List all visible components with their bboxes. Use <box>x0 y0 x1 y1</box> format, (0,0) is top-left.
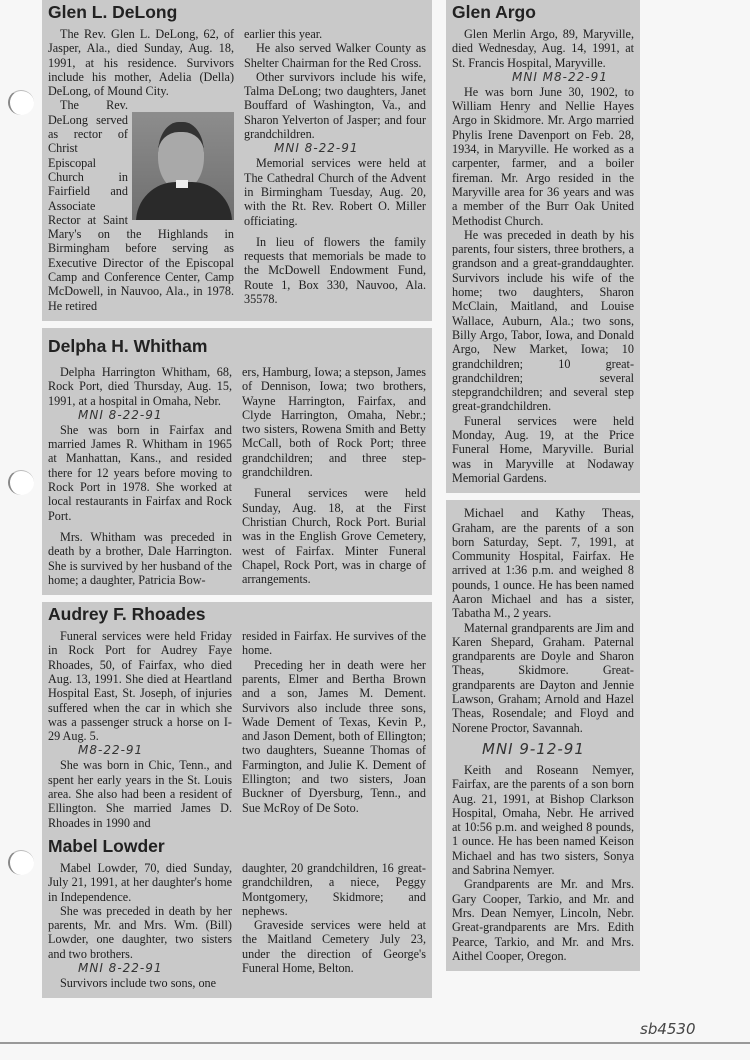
paragraph: She was born in Chic, Tenn., and spent her early years in the St. Louis area. She also had been a resident of Ellington. She married James D. Rhoades in 1990 and <box>48 758 232 830</box>
obituary-title: Glen L. DeLong <box>48 2 178 22</box>
text-column <box>48 365 232 587</box>
clipping-whitham <box>42 328 432 595</box>
paragraph: Keith and Roseann Nemyer, Fairfax, are the parents of a son born Aug. 21, 1991, at Bishop Clarkson Hospital, Omaha, Nebr. He arrived at 10:56 p.m. and weighed 8 pounds, 1 ounce. He has been named Keison Michael and has two sisters, Sonya and Sabrina Nemyer. <box>452 762 634 878</box>
paragraph-text: The Rev. DeLong served as rector of Christ Episcopal Church in Fairfield and Associate Rector at Saint Mary's on the Highlands in Birmingham before serving as Executive Director of the Episcopal Camp and Conference Center, Camp McDowell, in Nauvoo, Ala., in 1978. He retired <box>48 98 234 313</box>
clipping-rhoades-lowder <box>42 602 432 998</box>
paragraph: The Rev. Glen L. DeLong, 62, of Jasper, Ala., died Sunday, Aug. 18, 1991, at his residence. Survivors include his mother, Adelia (Della) DeLong, of Mound City. <box>48 27 234 99</box>
paragraph: He also served Walker County as Shelter Chairman for the Red Cross. <box>244 41 426 70</box>
text-column <box>242 861 426 975</box>
handwritten-note: MNI 9-12-91 <box>482 739 585 758</box>
obituary-title: Glen Argo <box>452 2 536 22</box>
handwritten-note: MNI 8-22-91 <box>78 407 163 422</box>
paragraph: Other survivors include his wife, Talma DeLong; two daughters, Janet Bouffard of Washington, Va., and Sharon Yelverton of Jasper; and four grandchildren. <box>244 69 426 142</box>
paragraph: resided in Fairfax. He survives of the home. <box>242 629 426 658</box>
text-column <box>242 365 426 586</box>
clipping-births <box>446 500 640 971</box>
handwritten-note: MNI 8-22-91 <box>274 141 359 156</box>
text-column <box>452 27 634 485</box>
paragraph: He was preceded in death by his parents, four sisters, three brothers, a grandson and a great-granddaughter. Survivors include his wife of the home; two daughters, Sharon McClain, Maitland, and Louise Wallace, Auburn, Ala.; two sons, Billy Argo, Tabor, Iowa, and Donald Argo, New Market, Iowa; 10 grandchildren; 10 great-grandchildren; several stepgrandchildren; and several step great-grandchildren. <box>452 227 634 414</box>
paragraph: In lieu of flowers the family requests that memorials be made to the McDowell Endowment Fund, Route 1, Box 330, Nauvoo, Ala. 35578. <box>244 234 426 307</box>
page-footer <box>0 1020 750 1060</box>
paragraph: earlier this year. <box>244 27 323 41</box>
punch-hole <box>8 850 34 875</box>
text-column <box>48 629 232 830</box>
left-clipping-stack <box>42 0 432 998</box>
text-column <box>242 629 426 815</box>
paragraph: Mrs. Whitham was preceded in death by a brother, Dale Harrington. She is survived by her husband of the home; a daughter, Patricia Bow- <box>48 529 232 587</box>
paragraph: Mabel Lowder, 70, died Sunday, July 21, 1991, at her daughter's home in Independence. <box>48 860 232 904</box>
paragraph: Grandparents are Mr. and Mrs. Gary Cooper, Tarkio, and Mr. and Mrs. Dean Nemyer, Lincoln, Nebr. Great-grandparents are Mrs. Edith Pearce, Tarkio, and Mr. and Mrs. Aithel Cooper, Oregon. <box>452 877 634 963</box>
paragraph: daughter, 20 grandchildren, 16 great-grandchildren, a niece, Peggy Montgomery, Skidmore; and nephews. <box>242 860 426 918</box>
handwritten-note: M8-22-91 <box>78 743 144 758</box>
text-column <box>48 861 232 990</box>
handwritten-note: MNI 8-22-91 <box>78 961 163 976</box>
paragraph <box>48 98 234 312</box>
paragraph: Glen Merlin Argo, 89, Maryville, died Wednesday, Aug. 14, 1991, at St. Francis Hospital, Maryville. <box>452 27 634 70</box>
paragraph: Michael and Kathy Theas, Graham, are the parents of a son born Saturday, Sept. 7, 1991, at Community Hospital, Fairfax. He arrived at 1:36 p.m. and weighed 8 pounds, 1 ounce. He has been named Aaron Michael and has a sister, Tabatha M., 2 years. <box>452 506 634 621</box>
punch-hole <box>8 470 34 495</box>
paragraph: Survivors include two sons, one <box>60 976 217 991</box>
paragraph: Funeral services were held Sunday, Aug. 18, at the First Christian Church, Rock Port. Burial was in the English Grove Cemetery, west of Fairfax. Minter Funeral Chapel, Rock Port, was in charge of arrangements. <box>242 486 426 587</box>
text-column <box>452 506 634 963</box>
paragraph: Funeral services were held Monday, Aug. 19, at the Price Funeral Home, Maryville. Burial was in Maryville at Nodaway Memorial Gardens. <box>452 413 634 485</box>
paragraph: She was preceded in death by her parents, Mr. and Mrs. Wm. (Bill) Lowder, one daughter, two sisters and two brothers. <box>48 903 232 961</box>
paragraph: Funeral services were held Friday in Rock Port for Audrey Faye Rhoades, 50, of Fairfax, who died Aug. 13, 1991. She died at Heartland Hospital East, St. Joseph, of injuries suffered when the car in which she was a passenger struck a horse on I-29 Aug. 5. <box>48 629 232 744</box>
paragraph: ers, Hamburg, Iowa; a stepson, James of Dennison, Iowa; two brothers, Wayne Harrington, Fairfax, and Clyde Harrington, Omaha, Nebr.; two sisters, Rowena Smith and Betty McCall, both of Rock Port; three grandchildren; and three step-grandchildren. <box>242 364 426 480</box>
page-id: sb4530 <box>640 1020 696 1039</box>
paragraph: Graveside services were held at the Maitland Cemetery July 23, under the direction of George's Funeral Home, Belton. <box>242 918 426 976</box>
right-clipping-stack <box>446 0 640 971</box>
clipping-delong <box>42 0 432 321</box>
paragraph: Delpha Harrington Whitham, 68, Rock Port, died Thursday, Aug. 15, 1991, at a hospital in Omaha, Nebr. <box>48 364 232 408</box>
page-edge <box>0 1042 750 1044</box>
clipping-argo <box>446 0 640 493</box>
obituary-title: Delpha H. Whitham <box>48 335 208 356</box>
text-column <box>48 27 234 313</box>
text-column <box>244 27 426 306</box>
paragraph: She was born in Fairfax and married James R. Whitham in 1965 at Manhattan, Kans., and resided there for 12 years before moving to Rock Port in 1978. She worked at local restaurants in Fairfax and Rock Port. <box>48 422 232 523</box>
handwritten-note: MNI M8-22-91 <box>512 69 608 84</box>
paragraph: Preceding her in death were her parents, Elmer and Bertha Brown and a son, James M. Dement. Survivors also include three sons, Wade Dement of Texas, Kevin P., and Jason Dement, both of Ellington; two daughters, Sueanne Thomas of Farmington, and Julie K. Dement of Ellington; and two sisters, Joan Buckner of Dyersburg, Tenn., and Sue McRoy of De Soto. <box>242 657 426 815</box>
portrait-photo <box>132 112 234 220</box>
punch-hole <box>8 90 34 115</box>
obituary-title: Audrey F. Rhoades <box>48 604 206 625</box>
obituary-title: Mabel Lowder <box>48 835 165 856</box>
paragraph: He was born June 30, 1902, to William Henry and Nellie Hayes Argo in Skidmore. Mr. Argo married Phylis Irene Davenport on Feb. 28, 1934, in Maryville. He worked as a carpenter, farmer, and a boiler fireman. Mr. Argo resided in the Maryville area for 36 years and was a member of the Burr Oak United Methodist Church. <box>452 84 634 228</box>
paragraph: Memorial services were held at The Cathedral Church of the Advent in Birmingham Tuesday, Aug. 20, with the Rt. Rev. Robert O. Miller officiating. <box>244 156 426 228</box>
paragraph: Maternal grandparents are Jim and Karen Shepard, Graham. Paternal grandparents are Doyle and Sharon Theas, Skidmore. Great-grandparents are Dayton and Jennie Lawson, Graham; Arnold and Hazel Theas, Rosendale; and Floyd and Norene Proctor, Savannah. <box>452 620 634 735</box>
